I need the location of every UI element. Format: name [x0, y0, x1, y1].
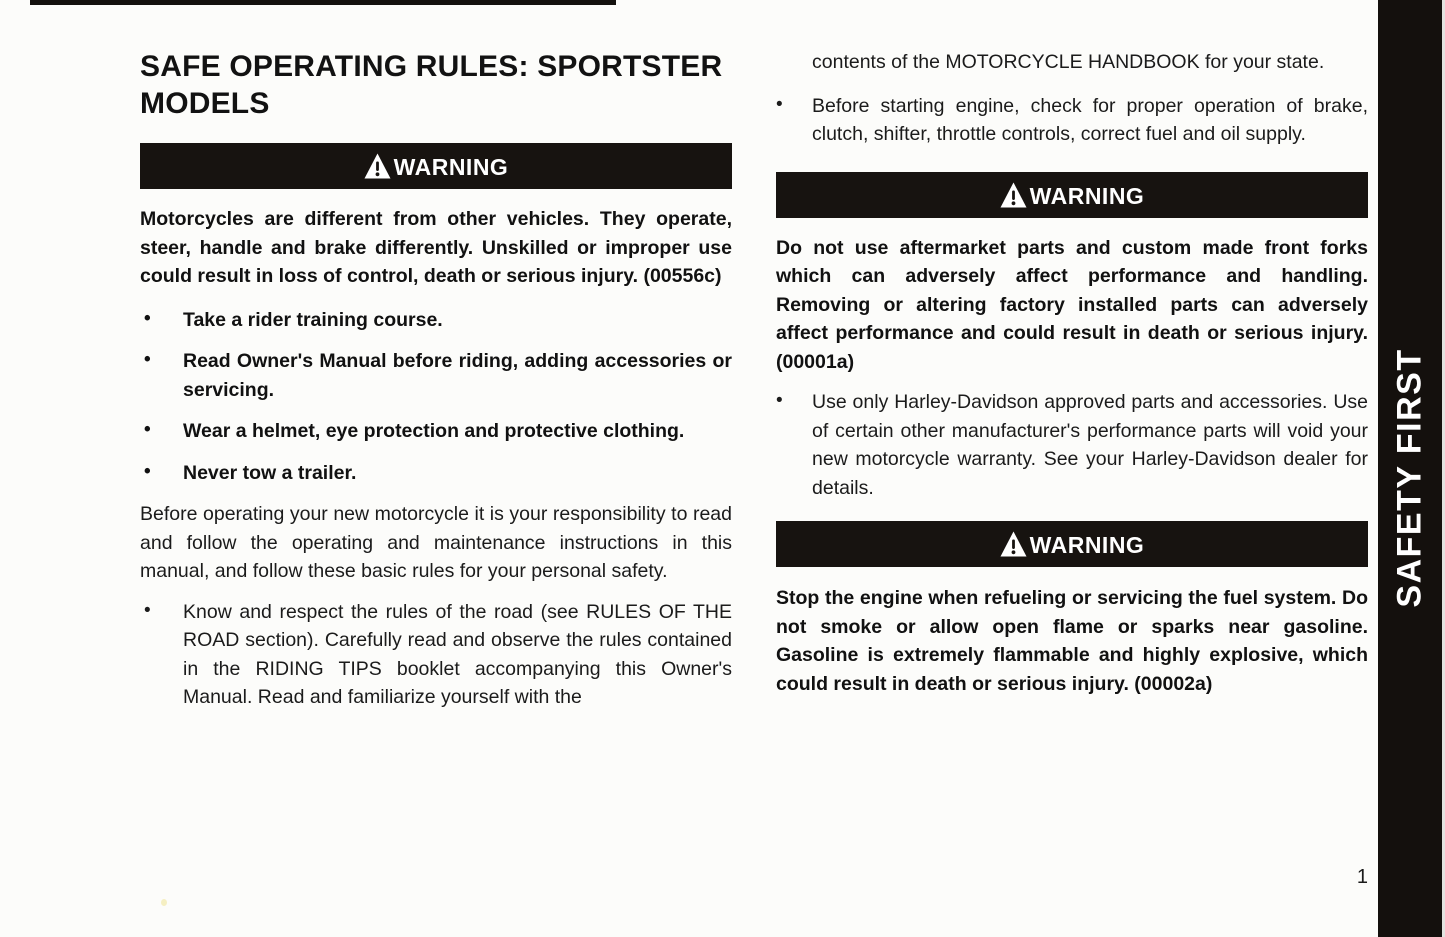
list-item — [140, 417, 732, 446]
warning-triangle-icon — [1000, 182, 1027, 208]
warning-banner-label: WARNING — [1029, 182, 1145, 209]
list-item — [140, 598, 732, 712]
warning-paragraph-motorcycles: Motorcycles are different from other vehicles. They operate, steer, handle and brake differently. Unskilled or improper use could result in loss of control, death or serious injury. (00556c) — [140, 208, 732, 287]
scan-edge-artifact — [30, 0, 616, 5]
list-item-text: Know and respect the rules of the road (see RULES OF THE ROAD section). Carefully read and observe the rules contained in the RIDING TIPS booklet accompanying this Owner's Manual. Read and familiarize yourself with the — [183, 600, 732, 708]
warning-banner-1 — [140, 143, 732, 189]
warning-banner-label: WARNING — [1029, 532, 1145, 558]
page-title: SAFE OPERATING RULES: SPORTSTER MODELS — [140, 50, 723, 120]
safety-first-tab — [1378, 0, 1442, 937]
right-column — [776, 48, 1368, 698]
bullet-marker: • — [144, 349, 151, 370]
warning-triangle-icon — [364, 153, 391, 179]
page-number: 1 — [1356, 866, 1368, 888]
list-item-text: Wear a helmet, eye protection and protective clothing. — [183, 420, 685, 442]
warning-banner-label: WARNING — [393, 154, 509, 180]
left-column — [140, 48, 732, 712]
warning-paragraph-fuel: Stop the engine when refueling or servicing the fuel system. Do not smoke or allow open flame or sparks near gasoline. Gasoline is extremely flammable and highly explosive, which could result in death or serious injury. (00002a) — [776, 587, 1368, 695]
warning-triangle-icon — [1000, 531, 1027, 557]
list-item — [140, 459, 732, 488]
list-item — [776, 388, 1368, 502]
bullet-marker: • — [776, 390, 783, 411]
bullet-marker: • — [776, 93, 783, 115]
bullet-marker: • — [144, 460, 151, 482]
list-item-text: Before starting engine, check for proper operation of brake, clutch, shifter, throttle controls, correct fuel and oil supply. — [812, 94, 1368, 145]
responsibility-paragraph: Before operating your new motorcycle it is your responsibility to read and follow the operating and maintenance instructions in this manual, and follow these basic rules for your personal safety. — [140, 503, 732, 582]
list-item-text: Read Owner's Manual before riding, adding accessories or servicing. — [183, 350, 732, 401]
list-item-text: Use only Harley-Davidson approved parts and accessories. Use of certain other manufacturer's performance parts will void your new motorcycle warranty. See your Harley-Davidson dealer for details. — [812, 391, 1368, 499]
list-item — [140, 306, 732, 335]
warning-banner-2 — [776, 172, 1368, 218]
list-item — [140, 347, 732, 404]
list-item-text: Take a rider training course. — [183, 308, 443, 331]
safety-first-tab-label: SAFETY FIRST — [1390, 348, 1429, 608]
bullet-marker: • — [144, 307, 151, 329]
list-item — [776, 92, 1368, 149]
warning-banner-3 — [776, 521, 1368, 567]
warning-paragraph-aftermarket: Do not use aftermarket parts and custom made front forks which can adversely affect performance and handling. Removing or altering factory installed parts can adversely affect performance and could result in death or serious injury. (00001a) — [776, 236, 1368, 373]
safety-bullet-list — [140, 306, 732, 488]
bullet-marker: • — [144, 599, 151, 621]
bullet-marker: • — [144, 419, 151, 440]
continuation-paragraph: contents of the MOTORCYCLE HANDBOOK for your state. — [812, 51, 1325, 73]
scan-speck-artifact — [161, 899, 167, 906]
list-item-text: Never tow a trailer. — [183, 461, 357, 484]
